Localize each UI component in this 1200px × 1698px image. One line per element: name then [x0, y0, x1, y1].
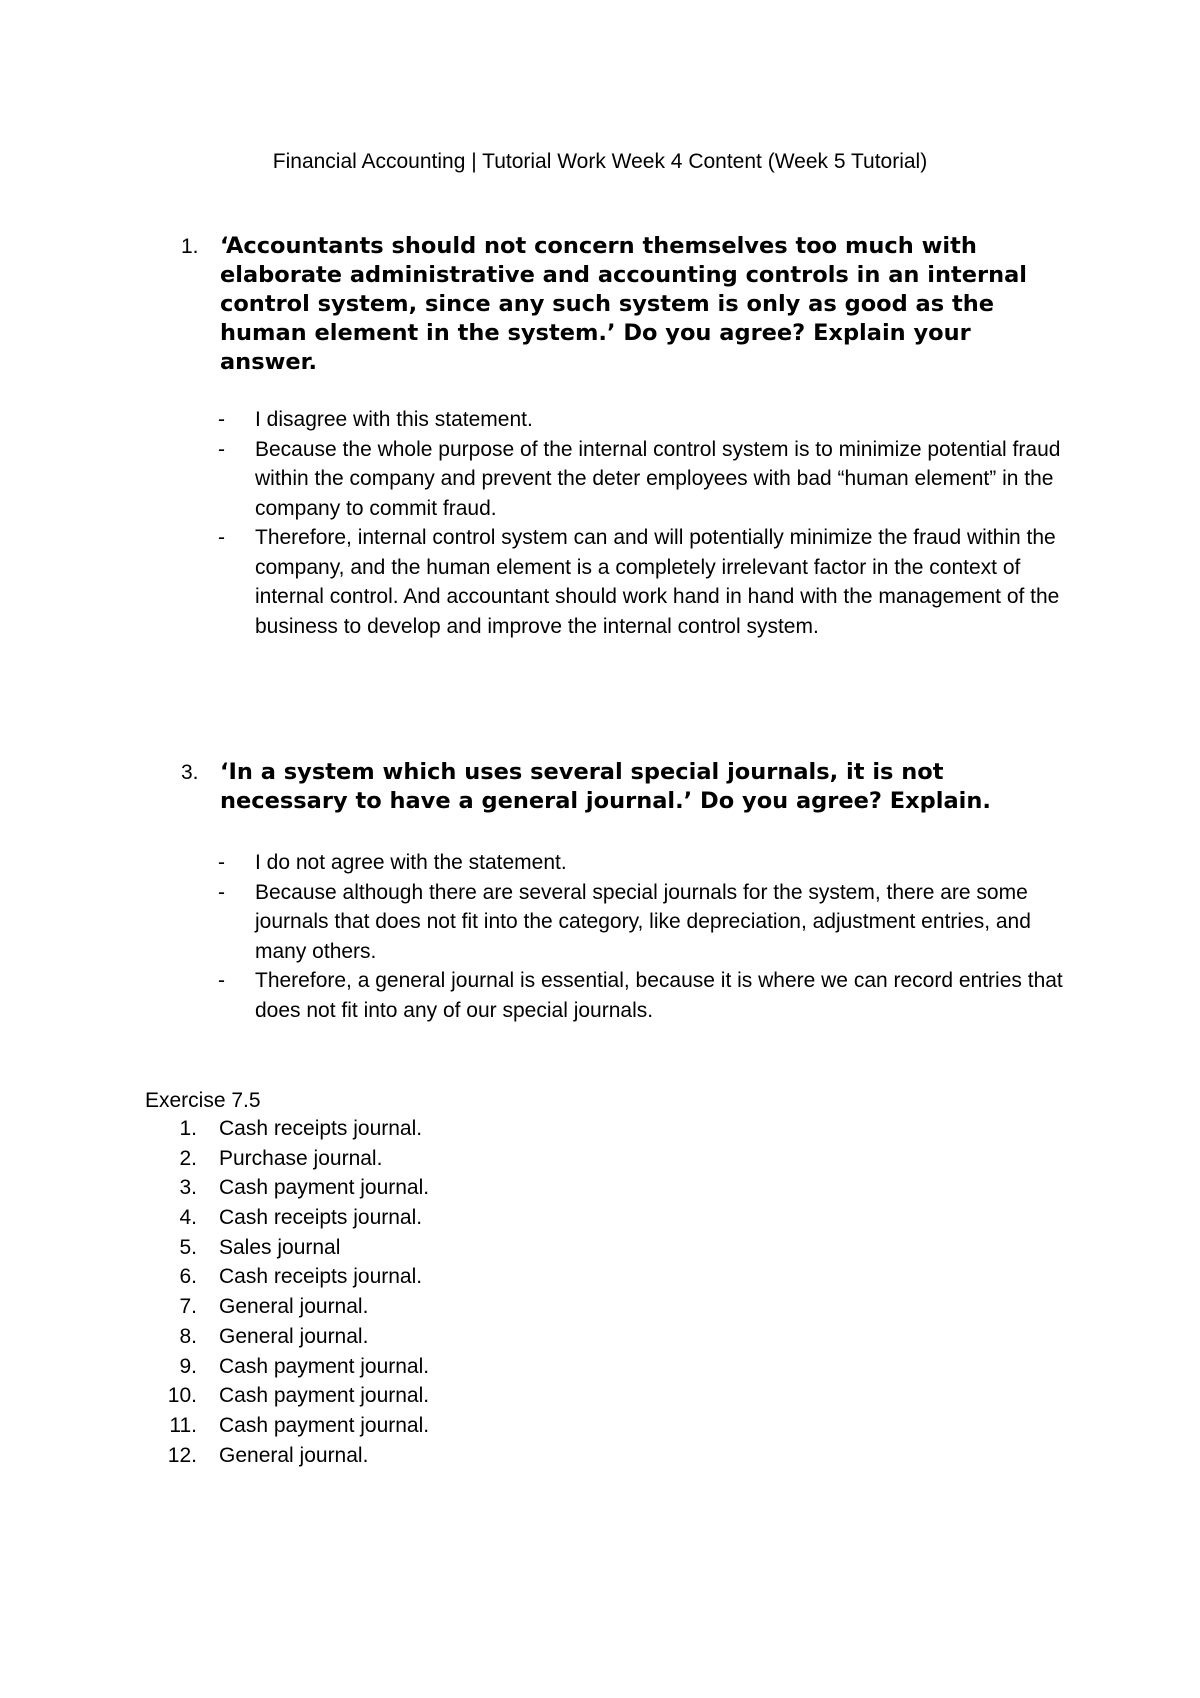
exercise-item: [0, 1352, 1200, 1382]
exercise-item: [0, 1322, 1200, 1352]
exercise-item: [0, 1262, 1200, 1292]
bullet-dash: -: [218, 408, 225, 431]
answer-text: Therefore, internal control system can and will potentially minimize the fraud within the company, and the human element is a completely irrelevant factor in the context of internal control. And accountant should work hand in hand with the management of the business to develop and improve the internal control system.: [255, 526, 1060, 638]
exercise-item: [0, 1441, 1200, 1471]
answer-bullet: [0, 435, 1085, 524]
exercise-item: [0, 1144, 1200, 1174]
exercise-item: [0, 1292, 1200, 1322]
answer-bullet: [0, 848, 1085, 878]
exercise-item: [0, 1173, 1200, 1203]
question-number: 1.: [181, 235, 199, 258]
exercise-item-number: 12.: [167, 1443, 197, 1467]
answer-text: Because although there are several special journals for the system, there are some journals that does not fit into the category, like depreciation, adjustment entries, and many others.: [255, 880, 1031, 963]
exercise-item-number: 11.: [169, 1413, 197, 1437]
question-text: ‘Accountants should not concern themselves too much with elaborate administrative and accounting controls in an internal control system, since any such system is only as good as the human element in the system.’ Do you agree? Explain your answer.: [220, 233, 1028, 375]
exercise-title: Exercise 7.5: [145, 1089, 261, 1112]
exercise-item-number: 10.: [167, 1384, 197, 1408]
exercise-item-number: 2.: [179, 1146, 197, 1170]
exercise-item-text: Cash receipts journal.: [219, 1265, 423, 1289]
exercise-item-text: Cash payment journal.: [219, 1384, 430, 1408]
exercise-item-text: General journal.: [219, 1324, 369, 1348]
page-title: Financial Accounting | Tutorial Work Week 4 Content (Week 5 Tutorial): [272, 150, 928, 173]
exercise-item-number: 5.: [179, 1235, 197, 1259]
exercise-item-number: 3.: [179, 1176, 197, 1200]
answer-text: Because the whole purpose of the internal control system is to minimize potential fraud within the company and prevent the deter employees with bad “human element” in the company to commit fraud.: [255, 437, 1061, 520]
question-text: ‘In a system which uses several special journals, it is not necessary to have a general journal.’ Do you agree? Explain.: [220, 759, 991, 814]
answer-text: I disagree with this statement.: [255, 408, 533, 431]
exercise-item: [0, 1381, 1200, 1411]
exercise-item-number: 7.: [179, 1295, 197, 1319]
question-number: 3.: [181, 761, 199, 784]
exercise-list: [0, 1114, 1200, 1470]
exercise-item-number: 4.: [179, 1206, 197, 1230]
answer-text: I do not agree with the statement.: [255, 851, 567, 874]
exercise-item-text: Cash receipts journal.: [219, 1117, 423, 1140]
bullet-dash: -: [218, 526, 225, 549]
answer-list-3: [0, 848, 1200, 1025]
exercise-item-number: 1.: [179, 1117, 197, 1140]
exercise-item-text: General journal.: [219, 1295, 369, 1319]
exercise-item: [0, 1411, 1200, 1441]
exercise-item-text: Cash receipts journal.: [219, 1206, 423, 1230]
bullet-dash: -: [218, 969, 225, 992]
exercise-item-text: Cash payment journal.: [219, 1176, 430, 1200]
exercise-item-text: Cash payment journal.: [219, 1413, 430, 1437]
answer-bullet: [0, 878, 1085, 967]
exercise-item: [0, 1114, 1200, 1144]
answer-bullet: [0, 405, 1085, 435]
bullet-dash: -: [218, 880, 225, 904]
exercise-item-text: Cash payment journal.: [219, 1354, 430, 1378]
exercise-item-text: General journal.: [219, 1443, 369, 1467]
bullet-dash: -: [218, 437, 225, 461]
exercise-item-text: Purchase journal.: [219, 1146, 383, 1170]
exercise-item-number: 9.: [179, 1354, 197, 1378]
exercise-item-text: Sales journal: [219, 1235, 341, 1259]
answer-list-1: [0, 405, 1200, 641]
answer-bullet: [0, 523, 1085, 641]
exercise-item: [0, 1233, 1200, 1263]
exercise-item-number: 8.: [179, 1324, 197, 1348]
exercise-item-number: 6.: [179, 1265, 197, 1289]
answer-text: Therefore, a general journal is essential, because it is where we can record entries that does not fit into any of our special journals.: [255, 969, 1063, 1022]
answer-bullet: [0, 966, 1085, 1025]
exercise-item: [0, 1203, 1200, 1233]
bullet-dash: -: [218, 851, 225, 874]
